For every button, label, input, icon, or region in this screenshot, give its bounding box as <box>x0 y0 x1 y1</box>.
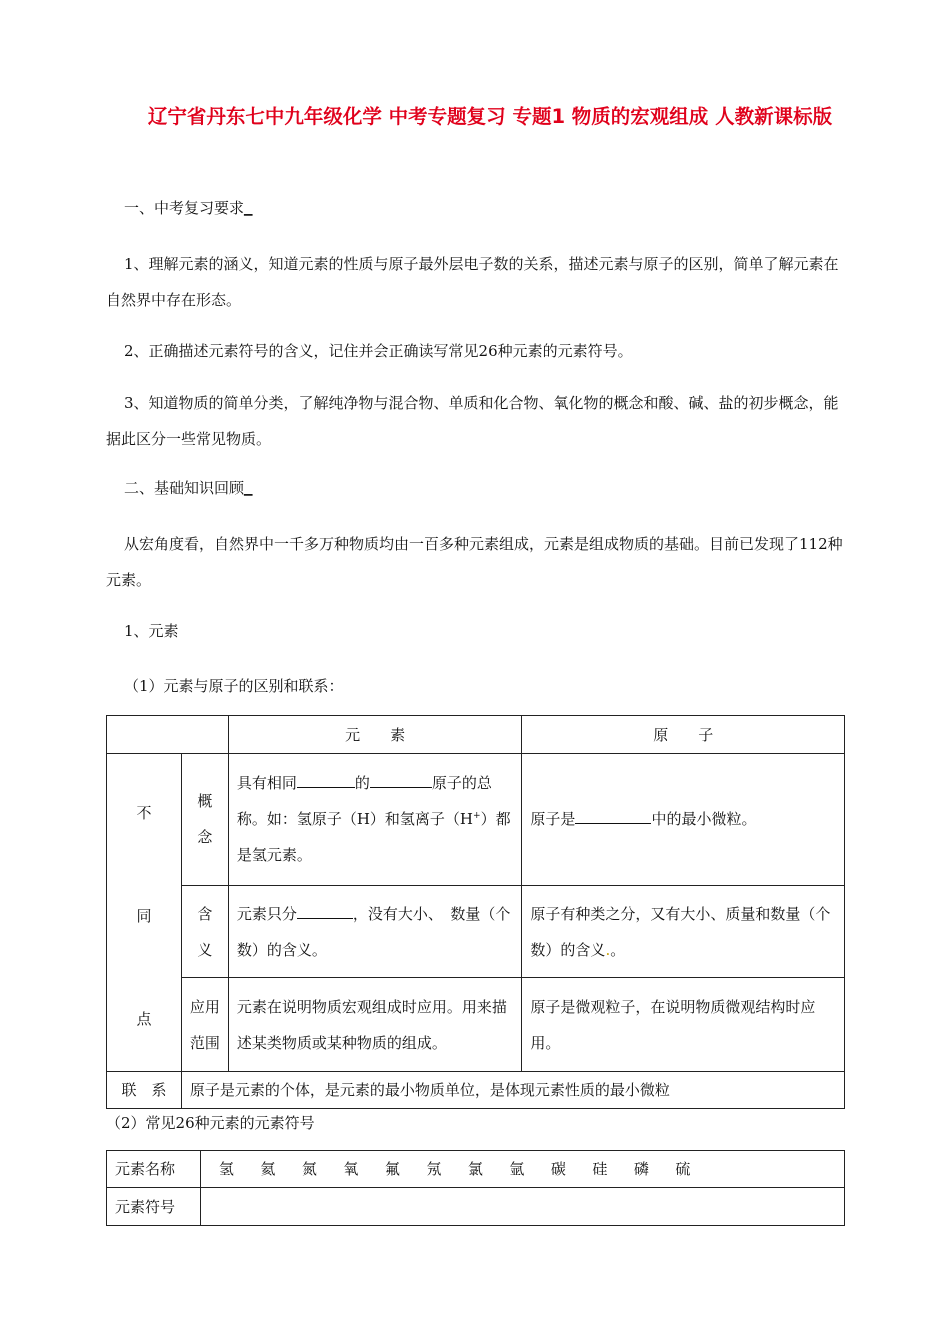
row-label-scope: 应用 范围 <box>181 978 228 1072</box>
table-corner-cell <box>107 716 229 754</box>
scope-atom-cell: 原子是微观粒子，在说明物质微观结构时应用。 <box>522 978 845 1072</box>
column-header-atom: 原 子 <box>522 716 845 754</box>
concept-atom-cell: 原子是 中的最小微粒。 <box>522 754 845 886</box>
requirement-2: 2、正确描述元素符号的含义，记住并会正确读写常见26种元素的元素符号。 <box>124 342 633 360</box>
requirement-1: 1、理解元素的涵义，知道元素的性质与原子最外层电子数的关系，描述元素与原子的区别，简单了解元素在自然界中存在形态。 <box>106 255 839 309</box>
document-title: 辽宁省丹东七中九年级化学 中考专题复习 专题1 物质的宏观组成 人教新课标版 <box>147 105 833 128</box>
element-name: 氧 <box>343 1160 359 1178</box>
element-name: 氦 <box>260 1160 276 1178</box>
section-heading-basics: 二、基础知识回顾▁ <box>124 479 253 497</box>
element-name: 硅 <box>592 1160 608 1178</box>
meaning-element-cell: 元素只分 ，没有大小、 数量（个数）的含义。 <box>228 885 522 977</box>
blank-underline <box>575 806 651 824</box>
element-name: 氩 <box>509 1160 525 1178</box>
element-name: 氮 <box>301 1160 317 1178</box>
differences-label: 不 同 点 <box>107 754 182 1072</box>
blank-underline <box>297 901 353 919</box>
concept-element-cell: 具有相同 的 原子的总称。如：氢原子（H）和氢离子（H+）都是氢元素。 <box>228 754 522 886</box>
subheading-element-vs-atom: （1）元素与原子的区别和联系： <box>124 677 344 695</box>
row-label-concept: 概 念 <box>181 754 228 886</box>
element-symbols-empty <box>200 1188 844 1226</box>
column-header-element: 元 素 <box>228 716 522 754</box>
element-symbols-table <box>106 1150 845 1226</box>
section-heading-requirements: 一、中考复习要求▁ <box>124 199 253 217</box>
meaning-atom-cell: 原子有种类之分，又有大小、质量和数量（个数）的含义.。 <box>522 885 845 977</box>
element-name: 氯 <box>467 1160 483 1178</box>
element-name-label: 元素名称 <box>107 1151 201 1188</box>
element-name: 碳 <box>550 1160 566 1178</box>
element-name: 磷 <box>633 1160 649 1178</box>
element-names-row <box>200 1151 844 1188</box>
row-label-meaning: 含 义 <box>181 885 228 977</box>
item-elements: 1、元素 <box>124 622 179 640</box>
element-name: 硫 <box>675 1160 691 1178</box>
element-name: 氖 <box>426 1160 442 1178</box>
element-atom-table <box>106 715 845 1109</box>
element-name: 氢 <box>218 1160 234 1178</box>
blank-underline <box>297 770 355 788</box>
element-name: 氟 <box>384 1160 400 1178</box>
subheading-element-symbols: （2）常见26种元素的元素符号 <box>106 1114 315 1132</box>
intro-paragraph: 从宏角度看，自然界中一千多万种物质均由一百多种元素组成，元素是组成物质的基础。目前已发现了112种元素。 <box>106 535 843 589</box>
row-label-relation: 联 系 <box>107 1072 182 1109</box>
element-symbol-label: 元素符号 <box>107 1188 201 1226</box>
requirement-3: 3、知道物质的简单分类，了解纯净物与混合物、单质和化合物、氧化物的概念和酸、碱、盐的初步概念，能据此区分一些常见物质。 <box>106 394 839 448</box>
blank-underline <box>370 770 432 788</box>
relation-cell: 原子是元素的个体，是元素的最小物质单位，是体现元素性质的最小微粒 <box>181 1072 844 1109</box>
scope-element-cell: 元素在说明物质宏观组成时应用。用来描述某类物质或某种物质的组成。 <box>228 978 522 1072</box>
